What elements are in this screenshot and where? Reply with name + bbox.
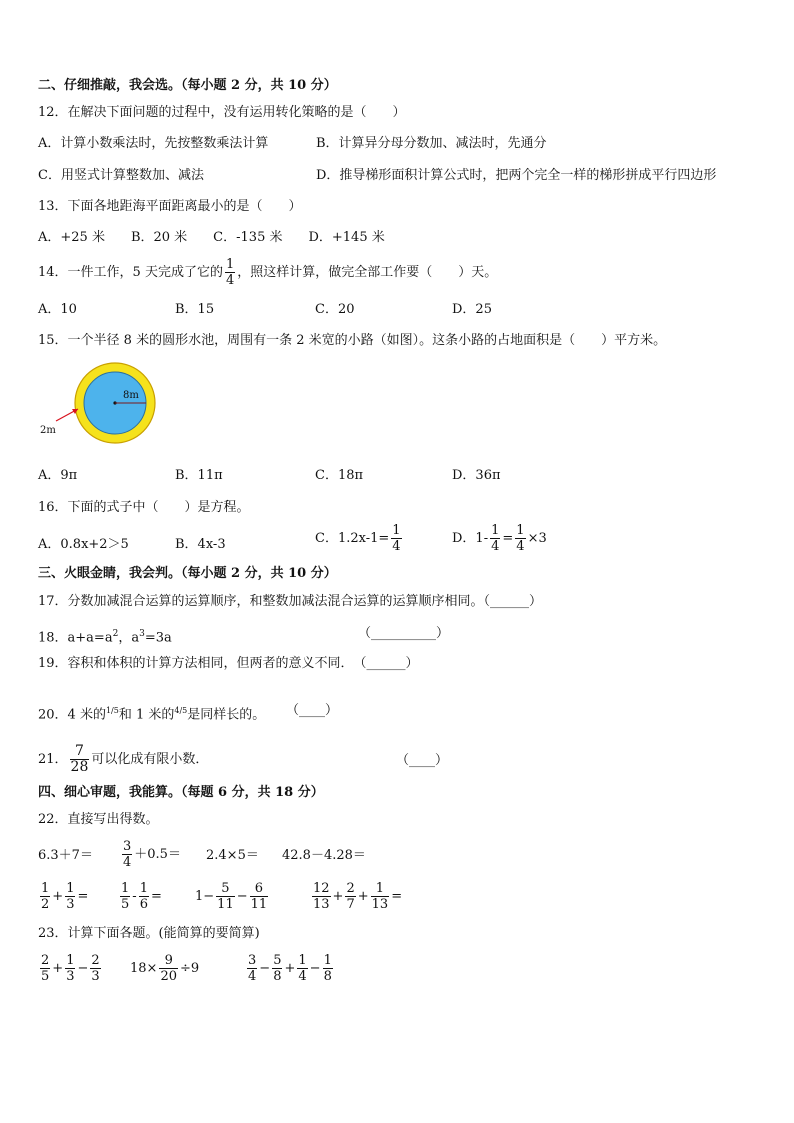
q22-r2c3-op: − (236, 889, 248, 904)
q22-r2c2-d2: 6 (139, 897, 148, 912)
q16-d-pre: D．1- (452, 531, 489, 546)
q22-r2c1-frac-1 (40, 881, 50, 912)
q23-e3-d3: 4 (298, 969, 307, 984)
q22-r2c4-frac-3 (371, 881, 390, 912)
q23-expression-3 (245, 950, 335, 988)
question-18 (38, 626, 172, 646)
q16-option-b: B．4x-3 (175, 537, 226, 552)
q16-d-den-2: 4 (516, 539, 525, 554)
q16-c-num: 1 (392, 523, 401, 538)
q15-option-a: A．9π (38, 468, 78, 483)
q21-den: 28 (70, 759, 89, 775)
q22-r2c4-d1: 13 (313, 897, 330, 912)
question-19: 19．容积和体积的计算方法相同，但两者的意义不同． （______） (38, 656, 419, 671)
q22-r2c4-d2: 7 (346, 897, 355, 912)
q23-e3-frac-2 (272, 953, 282, 984)
q20-fraction-1: 1/5 (105, 706, 119, 715)
q23-e3-op1: − (259, 961, 271, 976)
q21-num: 7 (70, 744, 90, 760)
q22-r1c2-post: ＋0.5＝ (134, 847, 181, 862)
q23-e1-d2: 3 (66, 969, 75, 984)
q22-r2c4-d3: 13 (371, 897, 389, 912)
q16-d-mid: = (502, 531, 514, 546)
q21-number: 21． (38, 752, 68, 767)
q20-answer-blank[interactable]: （____） (286, 703, 339, 718)
question-17: 17．分数加减混合运算的运算顺序，和整数加减法混合运算的运算顺序相同。（______） (38, 594, 543, 609)
q23-e3-d1: 4 (248, 969, 257, 984)
q23-e1-n2: 1 (66, 953, 75, 968)
q22-r2c4-frac-1 (312, 881, 331, 912)
section-3-header: 三、火眼金睛，我会判。（每小题 2 分，共 10 分） (38, 566, 337, 581)
q23-e1-op1: + (52, 961, 64, 976)
q22-r2c3-d1: 11 (217, 897, 234, 912)
radius-label: 8m (123, 390, 139, 401)
q14-option-d: D．25 (452, 302, 492, 317)
q22-r2c1 (38, 878, 88, 916)
q16-d-fraction-2 (515, 523, 525, 554)
question-13-stem: 13．下面各地距海平面距离最小的是（ ） (38, 199, 302, 214)
q18-answer-blank[interactable]: （__________） (358, 626, 450, 641)
q16-option-c (315, 522, 404, 556)
q22-r2c2-d1: 5 (121, 897, 130, 912)
q23-e1-frac-2 (65, 953, 75, 984)
q23-e1-n1: 2 (41, 953, 50, 968)
q23-e3-n2: 5 (273, 953, 282, 968)
q22-r2c1-op: + (52, 889, 64, 904)
q12-option-d: D．推导梯形面积计算公式时，把两个完全一样的梯形拼成平行四边形 (316, 168, 717, 183)
q22-r1c2-fraction (122, 839, 132, 870)
q22-r2c2-frac-1 (120, 881, 130, 912)
q22-r2c4-n2: 2 (346, 881, 355, 896)
q22-r1c2 (120, 836, 181, 874)
q23-e1-d3: 3 (91, 969, 100, 984)
q22-r1c1: 6.3＋7＝ (38, 848, 93, 863)
q16-d-den-1: 4 (491, 539, 500, 554)
q22-r2c1-d1: 2 (41, 897, 50, 912)
q23-e2-frac (159, 953, 178, 984)
q20-part-c: 是同样长的。 (187, 707, 266, 723)
q23-expression-2 (130, 950, 199, 988)
q22-r2c1-d2: 3 (66, 897, 75, 912)
q23-e2-n1: 9 (159, 953, 178, 969)
q18-sup-2: 3 (139, 629, 145, 639)
q23-e2-pre: 18× (130, 961, 158, 976)
q23-e1-d1: 5 (41, 969, 50, 984)
q23-e1-frac-3 (90, 953, 100, 984)
question-20 (38, 703, 265, 723)
section-4-header: 四、细心审题，我能算。（每题 6 分，共 18 分） (38, 785, 324, 800)
q22-r2c2-op: - (132, 889, 137, 904)
question-23-stem: 23．计算下面各题。(能简算的要简算) (38, 926, 260, 941)
q23-expression-1 (38, 950, 103, 988)
q23-e3-d2: 8 (273, 969, 282, 984)
q16-d-num-1: 1 (491, 523, 500, 538)
q12-option-a: A．计算小数乘法时，先按整数乘法计算 (38, 136, 269, 151)
q22-r2c3-n2: 6 (250, 881, 269, 897)
q23-e3-frac-4 (323, 953, 333, 984)
q14-option-c: C．20 (315, 302, 355, 317)
q15-option-d: D．36π (452, 468, 501, 483)
q22-r2c4-frac-2 (345, 881, 355, 912)
q18-part-c: =3a (144, 630, 172, 646)
q22-r2c3-frac-1 (216, 881, 235, 912)
pool-figure (30, 358, 170, 448)
q23-e3-frac-1 (247, 953, 257, 984)
q22-r2c3-frac-2 (250, 881, 269, 912)
q12-option-b: B．计算异分母分数加、减法时，先通分 (316, 136, 547, 151)
q22-r2c2-eq: = (150, 889, 162, 904)
q22-r2c1-n1: 1 (41, 881, 50, 896)
q23-e2-d1: 20 (160, 969, 177, 984)
q22-r2c1-frac-2 (65, 881, 75, 912)
q16-option-a: A．0.8x+2＞5 (38, 537, 129, 552)
q22-r2c3-n1: 5 (216, 881, 235, 897)
q16-d-fraction-1 (490, 523, 500, 554)
q22-r2c2-n1: 1 (121, 881, 130, 896)
q22-r2c3-d2: 11 (250, 897, 268, 912)
q22-r2c1-eq: = (77, 889, 89, 904)
question-22-stem: 22．直接写出得数。 (38, 812, 159, 827)
q23-e1-op2: − (77, 961, 89, 976)
q15-option-c: C．18π (315, 468, 364, 483)
q16-d-num-2: 1 (516, 523, 525, 538)
q16-option-d (452, 522, 547, 556)
q23-e1-n3: 2 (91, 953, 100, 968)
q22-r1c4: 42.8－4.28＝ (282, 848, 366, 863)
q18-sup-1: 2 (112, 629, 119, 639)
question-16-stem: 16．下面的式子中（ ）是方程。 (38, 500, 250, 515)
q14-stem-part-b: ，照这样计算，做完全部工作要（ ）天。 (237, 265, 498, 280)
question-14-stem (38, 256, 497, 290)
question-15-stem: 15．一个半径 8 米的圆形水池，周围有一条 2 米宽的小路（如图）。这条小路的占地面积是（ ）平方米。 (38, 333, 667, 348)
q14-frac-denominator: 4 (225, 273, 235, 288)
section-2-header: 二、仔细推敲，我会选。（每小题 2 分，共 10 分） (38, 78, 337, 93)
q15-option-b: B．11π (175, 468, 223, 483)
q22-r1c3: 2.4×5＝ (206, 848, 259, 863)
q22-r2c4-op2: + (357, 889, 369, 904)
q16-d-post: ×3 (527, 531, 547, 546)
q23-e3-op3: − (309, 961, 321, 976)
q23-e1-frac-1 (40, 953, 50, 984)
q22-r2c4-eq: = (391, 889, 403, 904)
q22-r2c4-op1: + (332, 889, 344, 904)
q22-r2c2-n2: 1 (139, 881, 148, 896)
q14-option-a: A．10 (38, 302, 77, 317)
q14-stem-part-a: 14．一件工作，5 天完成了它的 (38, 265, 223, 280)
q16-c-fraction (391, 523, 401, 554)
q22-r2c3-pre: 1− (195, 889, 215, 904)
q22-r2c3 (195, 878, 270, 916)
q23-e3-n4: 1 (323, 953, 332, 968)
q22-r2c2-frac-2 (139, 881, 149, 912)
q23-e3-n3: 1 (298, 953, 307, 968)
q14-option-b: B．15 (175, 302, 215, 317)
q23-e3-d4: 8 (323, 969, 332, 984)
q22-r1c2-num: 3 (123, 839, 132, 854)
q22-r2c1-n2: 1 (66, 881, 75, 896)
q16-c-den: 4 (392, 539, 401, 554)
q23-e3-op2: + (284, 961, 296, 976)
q22-r1c2-den: 4 (123, 855, 132, 870)
q18-part-a: 18．a+a=a (38, 630, 113, 646)
q20-part-b: 和 1 米的 (118, 707, 175, 723)
q13-options: A．+25 米 B．20 米 C．-135 米 D．+145 米 (38, 230, 385, 245)
q21-fraction (70, 744, 90, 775)
q23-e3-n1: 3 (248, 953, 257, 968)
q21-answer-blank[interactable]: （____） (396, 753, 449, 768)
question-12-stem: 12．在解决下面问题的过程中，没有运用转化策略的是（ ） (38, 105, 406, 120)
q20-fraction-2: 4/5 (174, 706, 188, 715)
q22-r2c4 (310, 878, 402, 916)
q14-frac-numerator: 1 (225, 257, 235, 272)
q22-r2c4-n1: 12 (313, 881, 330, 896)
q23-e2-post: ÷9 (179, 961, 200, 976)
q18-part-b: ，a (118, 630, 140, 646)
q21-text: 可以化成有限小数． (91, 752, 209, 767)
q12-option-c: C．用竖式计算整数加、减法 (38, 168, 204, 183)
q16-c-pre: C．1.2x-1= (315, 531, 390, 546)
q20-part-a: 20．4 米的 (38, 707, 106, 723)
question-21 (38, 742, 208, 778)
q14-fraction (225, 257, 235, 288)
q23-e3-frac-3 (297, 953, 307, 984)
q22-r2c4-n3: 1 (371, 881, 390, 897)
q22-r2c2 (118, 878, 162, 916)
width-label: 2m (40, 425, 56, 436)
